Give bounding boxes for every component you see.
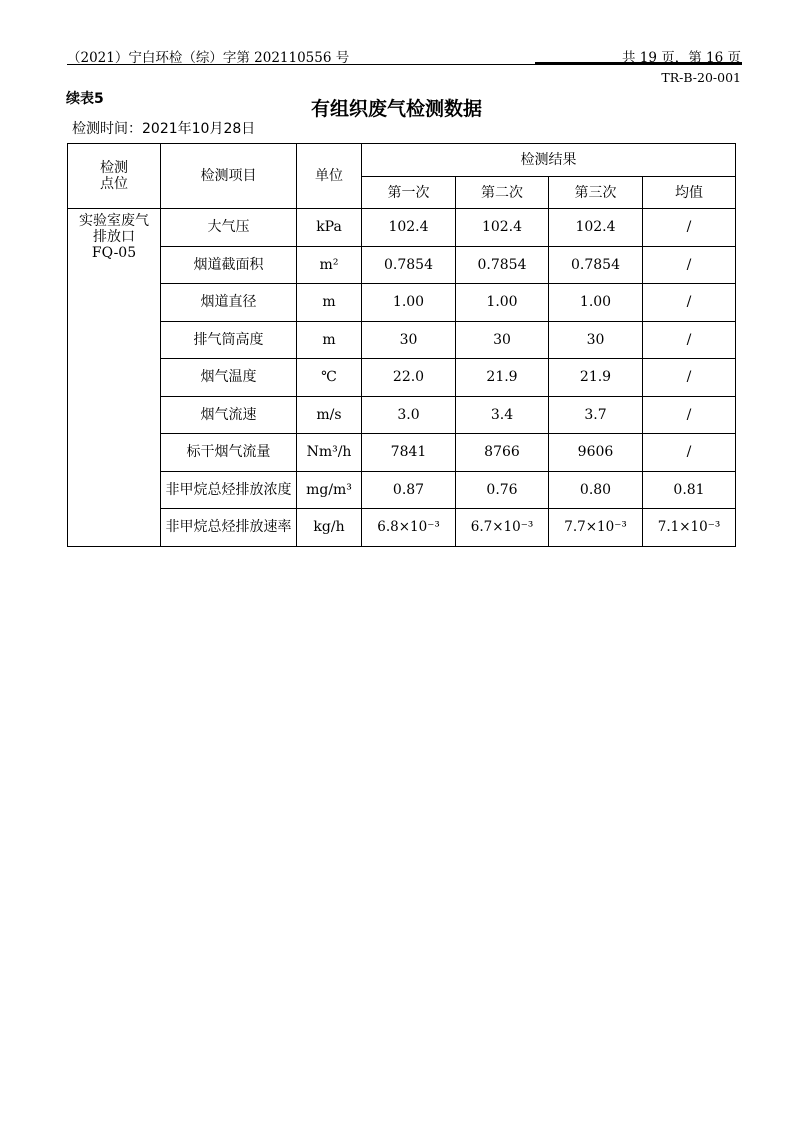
second-value: 1.00 bbox=[456, 284, 549, 322]
first-value: 22.0 bbox=[362, 359, 456, 397]
first-value: 3.0 bbox=[362, 396, 456, 434]
unit-cell: m bbox=[297, 284, 362, 322]
mean-value: 0.81 bbox=[643, 471, 736, 509]
header-point: 检测 点位 bbox=[68, 144, 161, 209]
second-value: 8766 bbox=[456, 434, 549, 472]
third-value: 3.7 bbox=[549, 396, 643, 434]
report-number: （2021）宁白环检（综）字第 202110556 号 bbox=[67, 50, 350, 66]
header-result: 检测结果 bbox=[362, 144, 736, 177]
mean-value: / bbox=[643, 396, 736, 434]
first-value: 0.87 bbox=[362, 471, 456, 509]
header-rule-thick bbox=[535, 62, 742, 65]
first-value: 1.00 bbox=[362, 284, 456, 322]
third-value: 1.00 bbox=[549, 284, 643, 322]
second-value: 3.4 bbox=[456, 396, 549, 434]
mean-value: / bbox=[643, 246, 736, 284]
first-value: 102.4 bbox=[362, 209, 456, 247]
document-code: TR-B-20-001 bbox=[661, 70, 741, 85]
second-value: 30 bbox=[456, 321, 549, 359]
table-row bbox=[68, 284, 736, 322]
mean-value: / bbox=[643, 209, 736, 247]
first-value: 30 bbox=[362, 321, 456, 359]
second-value: 6.7×10⁻³ bbox=[456, 509, 549, 547]
item-cell: 非甲烷总烃排放浓度 bbox=[161, 471, 297, 509]
header-mean: 均值 bbox=[643, 177, 736, 209]
item-cell: 烟道直径 bbox=[161, 284, 297, 322]
item-cell: 烟道截面积 bbox=[161, 246, 297, 284]
unit-cell: ℃ bbox=[297, 359, 362, 397]
unit-cell: m bbox=[297, 321, 362, 359]
third-value: 0.7854 bbox=[549, 246, 643, 284]
item-cell: 非甲烷总烃排放速率 bbox=[161, 509, 297, 547]
table-row bbox=[68, 509, 736, 547]
second-value: 21.9 bbox=[456, 359, 549, 397]
header-first: 第一次 bbox=[362, 177, 456, 209]
table-row bbox=[68, 246, 736, 284]
first-value: 7841 bbox=[362, 434, 456, 472]
mean-value: 7.1×10⁻³ bbox=[643, 509, 736, 547]
second-value: 0.76 bbox=[456, 471, 549, 509]
table-row bbox=[68, 359, 736, 397]
header-third: 第三次 bbox=[549, 177, 643, 209]
third-value: 7.7×10⁻³ bbox=[549, 509, 643, 547]
mean-value: / bbox=[643, 434, 736, 472]
table-number: 续表5 bbox=[66, 91, 104, 107]
second-value: 102.4 bbox=[456, 209, 549, 247]
item-cell: 排气筒高度 bbox=[161, 321, 297, 359]
header-unit: 单位 bbox=[297, 144, 362, 209]
third-value: 30 bbox=[549, 321, 643, 359]
mean-value: / bbox=[643, 321, 736, 359]
unit-cell: m² bbox=[297, 246, 362, 284]
unit-cell: kPa bbox=[297, 209, 362, 247]
first-value: 6.8×10⁻³ bbox=[362, 509, 456, 547]
second-value: 0.7854 bbox=[456, 246, 549, 284]
header-second: 第二次 bbox=[456, 177, 549, 209]
page-info: 共 19 页，第 16 页 bbox=[621, 50, 741, 66]
third-value: 0.80 bbox=[549, 471, 643, 509]
table-row bbox=[68, 321, 736, 359]
first-value: 0.7854 bbox=[362, 246, 456, 284]
table-row bbox=[68, 434, 736, 472]
unit-cell: m/s bbox=[297, 396, 362, 434]
item-cell: 烟气温度 bbox=[161, 359, 297, 397]
header-item: 检测项目 bbox=[161, 144, 297, 209]
table-row bbox=[68, 471, 736, 509]
page-title: 有组织废气检测数据 bbox=[310, 98, 482, 120]
item-cell: 大气压 bbox=[161, 209, 297, 247]
header-row bbox=[68, 144, 736, 177]
unit-cell: Nm³/h bbox=[297, 434, 362, 472]
item-cell: 烟气流速 bbox=[161, 396, 297, 434]
mean-value: / bbox=[643, 359, 736, 397]
item-cell: 标干烟气流量 bbox=[161, 434, 297, 472]
unit-cell: mg/m³ bbox=[297, 471, 362, 509]
third-value: 9606 bbox=[549, 434, 643, 472]
data-table bbox=[67, 143, 736, 547]
third-value: 21.9 bbox=[549, 359, 643, 397]
third-value: 102.4 bbox=[549, 209, 643, 247]
monitoring-point: 实验室废气 排放口 FQ-05 bbox=[68, 209, 161, 547]
test-time: 检测时间：2021年10月28日 bbox=[72, 121, 256, 137]
table-row bbox=[68, 209, 736, 247]
unit-cell: kg/h bbox=[297, 509, 362, 547]
table-row bbox=[68, 396, 736, 434]
mean-value: / bbox=[643, 284, 736, 322]
